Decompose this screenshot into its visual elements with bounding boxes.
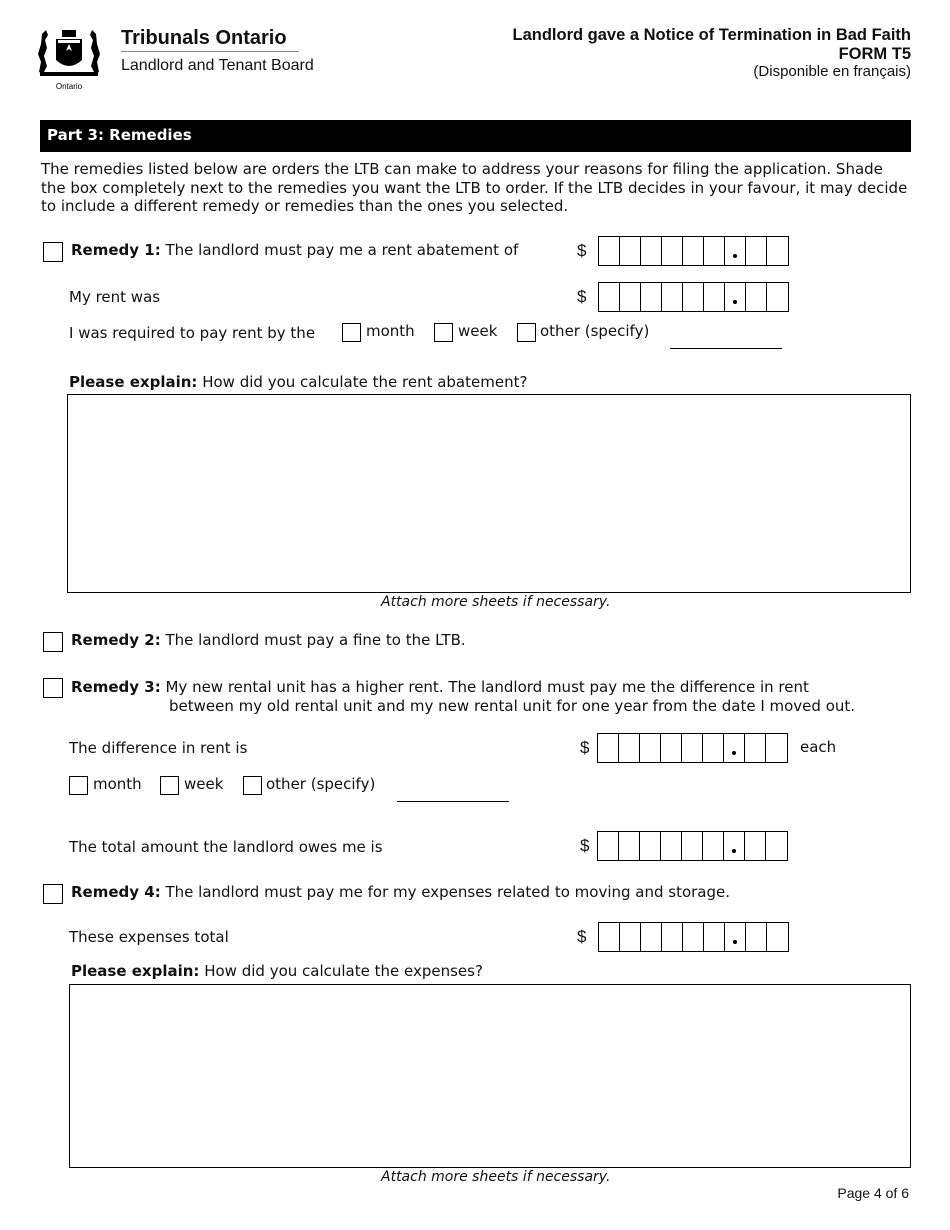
remedy3-other-label: other (specify): [266, 775, 376, 793]
form-code: FORM T5: [838, 45, 911, 63]
remedy4-explain-question: How did you calculate the expenses?: [204, 962, 483, 980]
section-header-bar: [40, 120, 911, 152]
remedy1-explain-prompt: [69, 373, 527, 391]
remedy2-statement: [71, 631, 466, 649]
remedy1-other-label: other (specify): [540, 322, 650, 340]
remedy3-other-specify-field[interactable]: [397, 801, 509, 802]
remedy2-text: The landlord must pay a fine to the LTB.: [165, 631, 466, 649]
currency-symbol: $: [577, 241, 587, 260]
remedy4-statement: [71, 883, 730, 901]
remedy1-checkbox[interactable]: [43, 242, 63, 262]
remedy1-week-checkbox[interactable]: [434, 323, 453, 342]
currency-symbol: $: [577, 927, 587, 946]
expenses-total-amount[interactable]: [577, 922, 789, 952]
remedy1-explain-question: How did you calculate the rent abatement?: [202, 373, 528, 391]
difference-label: The difference in rent is: [69, 739, 248, 757]
section-title: Part 3: Remedies: [47, 126, 192, 144]
remedy4-attach-note: Attach more sheets if necessary.: [381, 1169, 611, 1185]
remedy3-week-label: week: [184, 775, 224, 793]
remedy1-explain-label: Please explain:: [69, 373, 198, 391]
remedy4-checkbox[interactable]: [43, 884, 63, 904]
remedy3-statement: [71, 678, 809, 696]
currency-symbol: $: [580, 836, 590, 855]
currency-symbol: $: [580, 738, 590, 757]
remedy4-explanation-textarea[interactable]: [69, 984, 911, 1168]
rent-was-amount[interactable]: [577, 282, 789, 312]
logo-caption: Ontario: [55, 82, 83, 91]
page-number: Page 4 of 6: [837, 1185, 909, 1201]
remedy1-week-label: week: [458, 322, 498, 340]
section-intro: The remedies listed below are orders the LTB can make to address your reasons for filing the application. Shade the box completely next to the remedies you want the LTB to order. If the LTB decides in your favour, it may decide to include a different remedy or remedies than the ones you selected.: [41, 160, 908, 215]
remedy1-statement: [71, 241, 518, 259]
remedy1-label: Remedy 1:: [71, 241, 161, 259]
total-owed-label: The total amount the landlord owes me is: [69, 838, 383, 856]
remedy1-explanation-textarea[interactable]: [67, 394, 911, 593]
remedy1-attach-note: Attach more sheets if necessary.: [381, 594, 611, 610]
remedy1-text: The landlord must pay me a rent abatement of: [165, 241, 519, 259]
remedy1-month-label: month: [366, 322, 415, 340]
remedy3-week-checkbox[interactable]: [160, 776, 179, 795]
difference-amount[interactable]: [580, 733, 788, 763]
remedy3-month-checkbox[interactable]: [69, 776, 88, 795]
rent-period-prompt: I was required to pay rent by the: [69, 324, 316, 342]
remedy4-label: Remedy 4:: [71, 883, 161, 901]
expenses-total-label: These expenses total: [69, 928, 229, 946]
ontario-coat-of-arms-logo: [36, 26, 102, 92]
org-subtitle: Landlord and Tenant Board: [121, 57, 314, 74]
remedy1-other-specify-field[interactable]: [670, 348, 782, 349]
rent-was-label: My rent was: [69, 288, 161, 306]
remedy4-explain-prompt: [71, 962, 483, 980]
remedy1-month-checkbox[interactable]: [342, 323, 361, 342]
remedy2-label: Remedy 2:: [71, 631, 161, 649]
each-label: each: [800, 738, 837, 756]
org-divider: [121, 51, 299, 52]
form-title: Landlord gave a Notice of Termination in Bad Faith: [512, 26, 911, 44]
remedy3-checkbox[interactable]: [43, 678, 63, 698]
remedy4-explain-label: Please explain:: [71, 962, 200, 980]
remedy3-text-line2: between my old rental unit and my new rental unit for one year from the date I moved out.: [169, 697, 856, 715]
remedy1-other-checkbox[interactable]: [517, 323, 536, 342]
french-availability: (Disponible en français): [753, 63, 911, 80]
org-title: Tribunals Ontario: [121, 27, 287, 49]
total-owed-amount[interactable]: [580, 831, 788, 861]
remedy4-text: The landlord must pay me for my expenses related to moving and storage.: [165, 883, 731, 901]
form-header: [513, 26, 911, 80]
remedy3-text-line1: My new rental unit has a higher rent. The landlord must pay me the difference in rent: [165, 678, 809, 696]
remedy3-other-checkbox[interactable]: [243, 776, 262, 795]
remedy1-abatement-amount[interactable]: [577, 236, 789, 266]
remedy3-label: Remedy 3:: [71, 678, 161, 696]
currency-symbol: $: [577, 287, 587, 306]
remedy2-checkbox[interactable]: [43, 632, 63, 652]
remedy3-month-label: month: [93, 775, 142, 793]
